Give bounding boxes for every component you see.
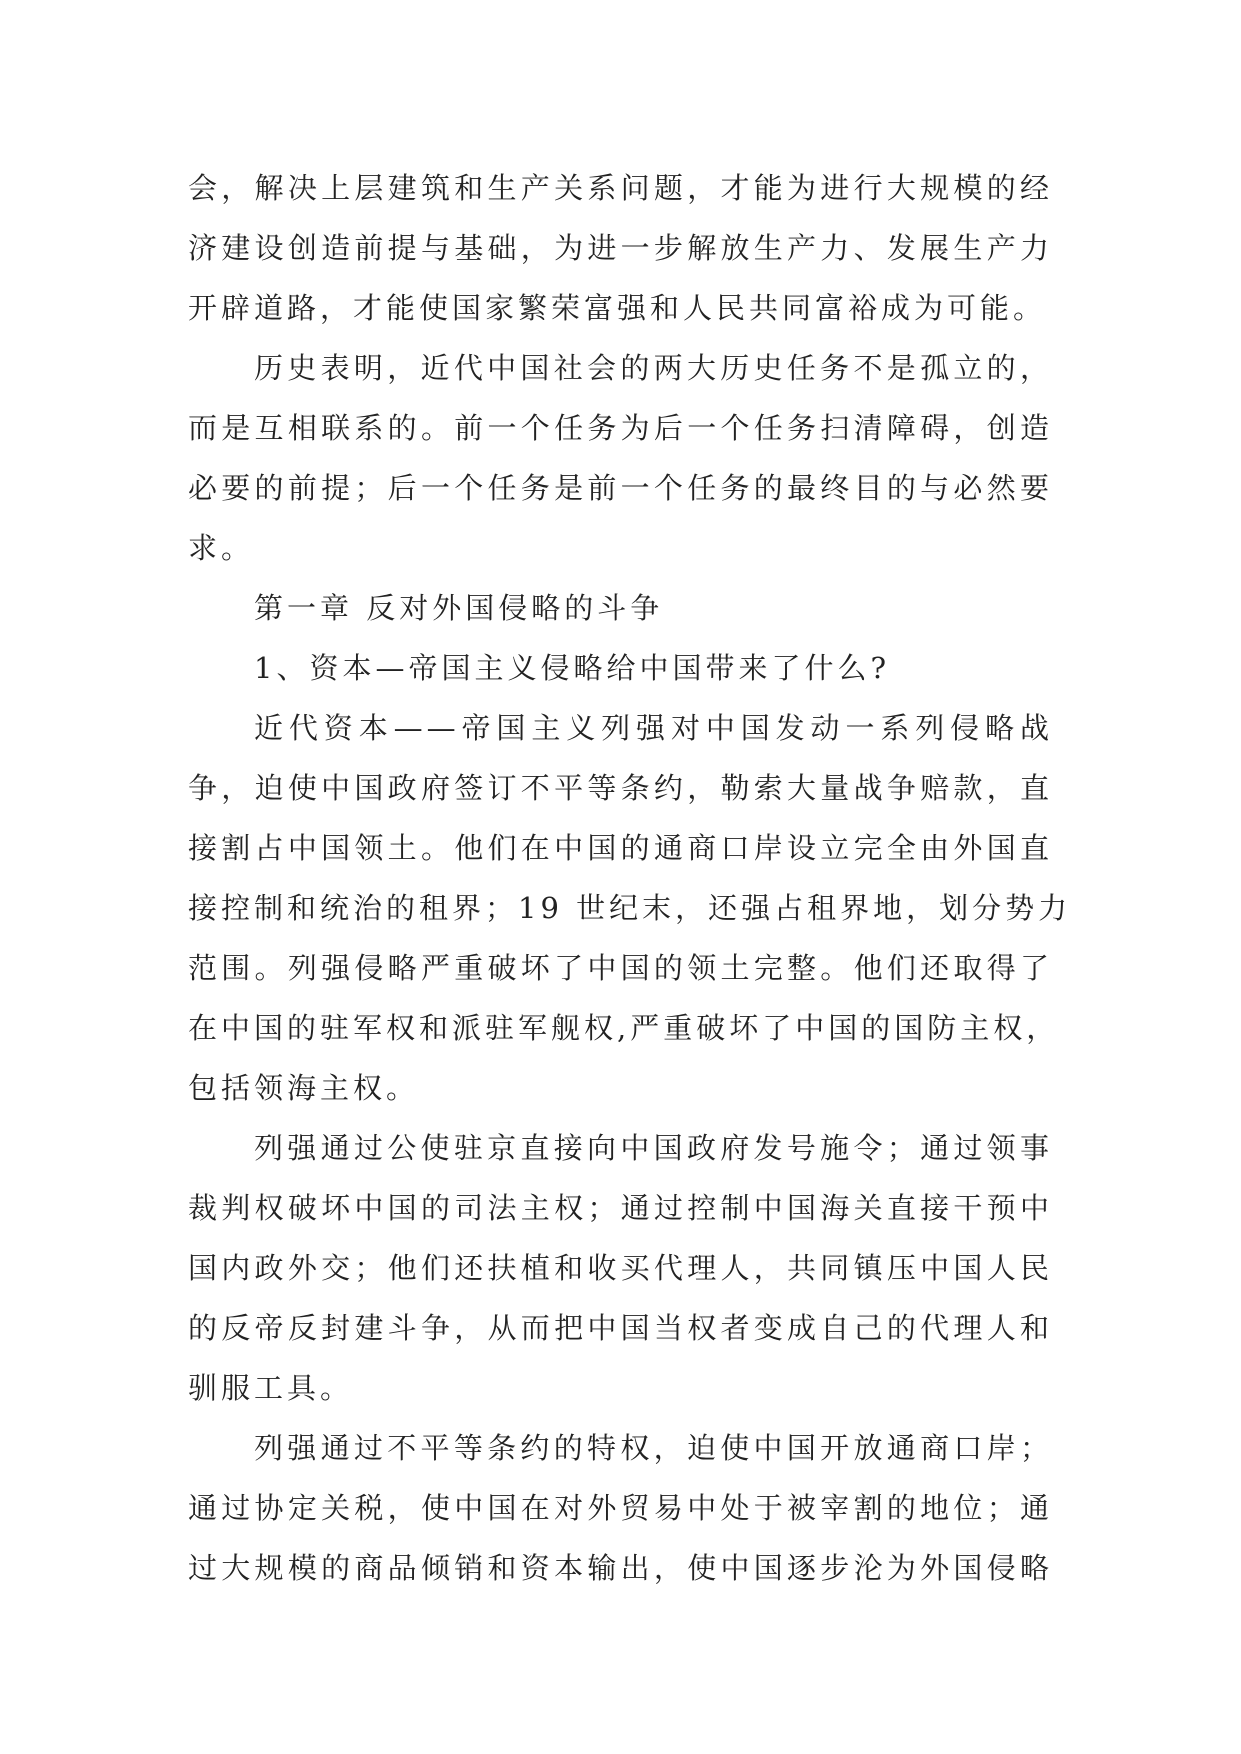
text-line-23: 通过协定关税，使中国在对外贸易中处于被宰割的地位；通 <box>188 1491 1053 1525</box>
text-line-13: 接控制和统治的租界；19 世纪末，还强占租界地，划分势力 <box>188 891 1072 925</box>
text-line-11: 争，迫使中国政府签订不平等条约，勒索大量战争赔款，直 <box>188 771 1053 805</box>
text-line-6: 必要的前提；后一个任务是前一个任务的最终目的与必然要 <box>188 471 1053 505</box>
paragraph-start-diplomacy: 列强通过公使驻京直接向中国政府发号施令；通过领事 <box>254 1131 1053 1165</box>
text-line-1: 会，解决上层建筑和生产关系问题，才能为进行大规模的经 <box>188 171 1053 205</box>
text-line-21: 驯服工具。 <box>188 1371 354 1405</box>
text-line-19: 国内政外交；他们还扶植和收买代理人，共同镇压中国人民 <box>188 1251 1053 1285</box>
paragraph-start-trade: 列强通过不平等条约的特权，迫使中国开放通商口岸； <box>254 1431 1053 1465</box>
text-line-16: 包括领海主权。 <box>188 1071 420 1105</box>
document-body <box>188 158 1072 1598</box>
paragraph-start-history: 历史表明，近代中国社会的两大历史任务不是孤立的， <box>254 351 1053 385</box>
text-line-2: 济建设创造前提与基础，为进一步解放生产力、发展生产力 <box>188 231 1053 265</box>
paragraph-start-invasion: 近代资本——帝国主义列强对中国发动一系列侵略战 <box>254 711 1053 745</box>
text-line-3: 开辟道路，才能使国家繁荣富强和人民共同富裕成为可能。 <box>188 291 1047 325</box>
text-line-15: 在中国的驻军权和派驻军舰权,严重破坏了中国的国防主权， <box>188 1011 1060 1045</box>
text-line-5: 而是互相联系的。前一个任务为后一个任务扫清障碍，创造 <box>188 411 1053 445</box>
text-line-20: 的反帝反封建斗争，从而把中国当权者变成自己的代理人和 <box>188 1311 1053 1345</box>
text-line-18: 裁判权破坏中国的司法主权；通过控制中国海关直接干预中 <box>188 1191 1053 1225</box>
text-line-14: 范围。列强侵略严重破坏了中国的领土完整。他们还取得了 <box>188 951 1053 985</box>
text-line-7: 求。 <box>188 531 255 565</box>
text-line-12: 接割占中国领土。他们在中国的通商口岸设立完全由外国直 <box>188 831 1053 865</box>
chapter-heading: 第一章 反对外国侵略的斗争 <box>254 591 664 625</box>
text-line-24: 过大规模的商品倾销和资本输出，使中国逐步沦为外国侵略 <box>188 1551 1053 1585</box>
section-heading: 1、资本—帝国主义侵略给中国带来了什么? <box>254 651 890 685</box>
